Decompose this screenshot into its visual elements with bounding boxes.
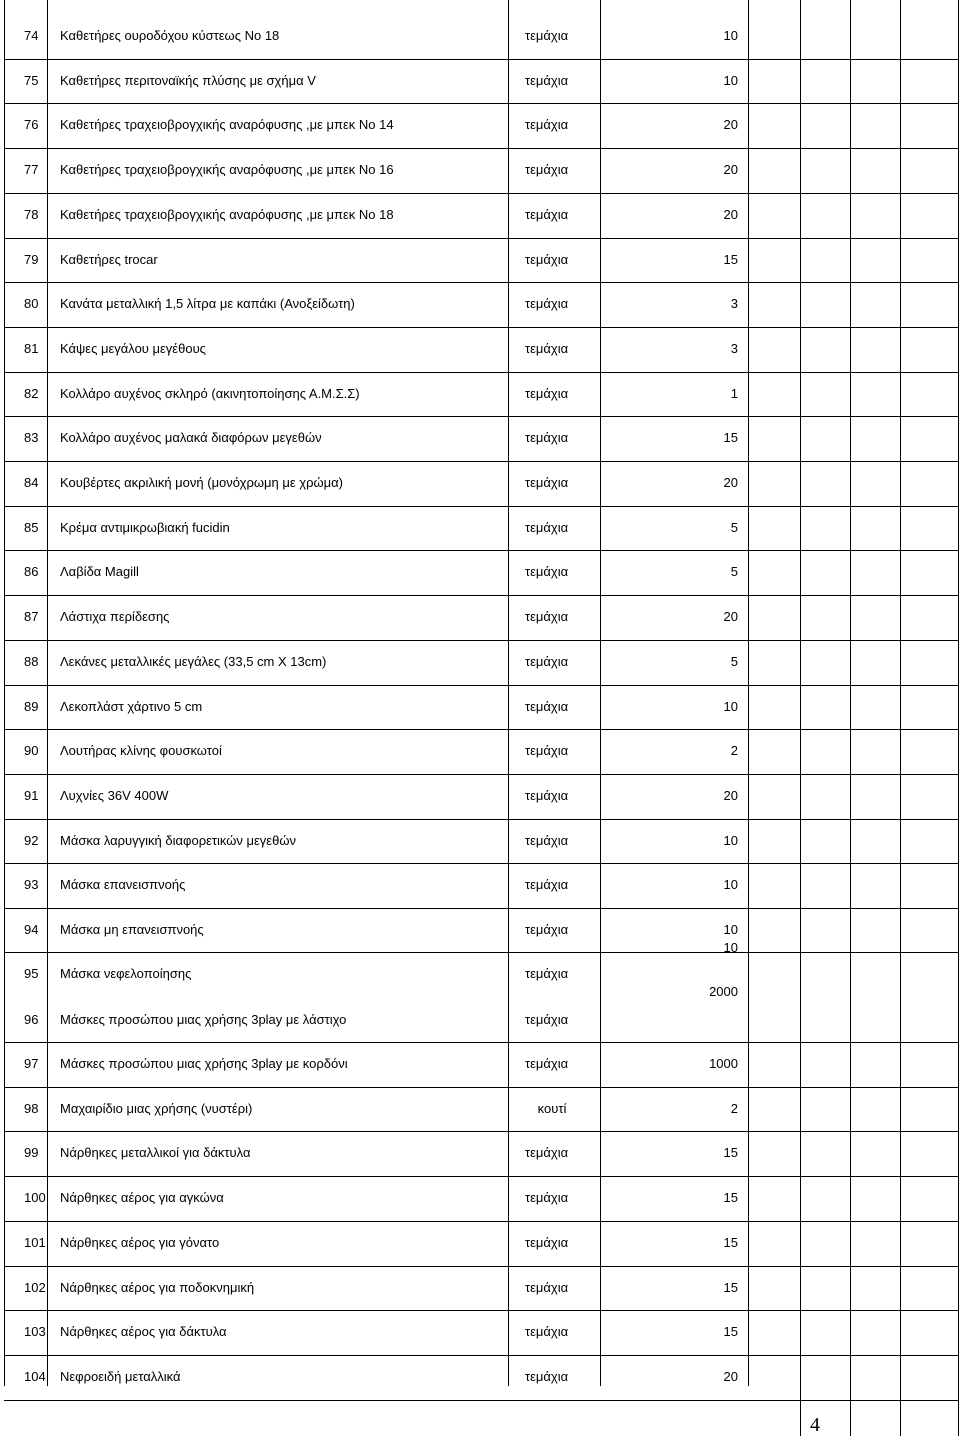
item-unit: τεμάχια <box>525 207 569 222</box>
item-number: 103 <box>24 1324 46 1339</box>
row-divider <box>4 1310 959 1311</box>
column-divider <box>4 0 5 1386</box>
row-divider <box>4 640 959 641</box>
item-number: 75 <box>24 73 39 88</box>
item-unit: τεμάχια <box>525 162 569 177</box>
row-divider <box>4 729 959 730</box>
item-quantity: 20 <box>723 609 738 624</box>
item-description: Νάρθηκες αέρος για αγκώνα <box>60 1190 224 1205</box>
item-unit: τεμάχια <box>525 117 569 132</box>
row-divider <box>4 416 959 417</box>
item-quantity: 3 <box>730 341 738 356</box>
item-unit: τεμάχια <box>525 252 569 267</box>
item-description: Μαχαιρίδιο μιας χρήσης (νυστέρι) <box>60 1101 253 1116</box>
item-number: 77 <box>24 162 39 177</box>
item-number: 82 <box>24 386 39 401</box>
row-divider <box>4 595 959 596</box>
item-quantity: 10 <box>723 73 738 88</box>
item-number: 86 <box>24 564 39 579</box>
item-number: 89 <box>24 699 39 714</box>
item-unit: τεμάχια <box>525 833 569 848</box>
row-divider <box>4 461 959 462</box>
row-divider <box>4 59 959 60</box>
item-unit: τεμάχια <box>525 386 569 401</box>
item-quantity: 5 <box>730 654 738 669</box>
item-unit: τεμάχια <box>525 609 569 624</box>
item-unit: τεμάχια <box>525 877 569 892</box>
item-unit: τεμάχια <box>525 475 569 490</box>
item-quantity: 15 <box>723 1235 738 1250</box>
item-number: 78 <box>24 207 39 222</box>
item-description: Κολλάρο αυχένος σκληρό (ακινητοποίησης Α.Μ.Σ.Σ) <box>60 386 360 401</box>
item-unit: τεμάχια <box>525 1235 569 1250</box>
item-number: 84 <box>24 475 39 490</box>
column-divider <box>600 0 601 1386</box>
item-unit: τεμάχια <box>525 743 569 758</box>
item-unit: τεμάχια <box>525 699 569 714</box>
column-divider <box>748 0 749 1386</box>
item-unit: τεμάχια <box>525 1190 569 1205</box>
column-divider <box>47 0 48 1386</box>
item-unit: τεμάχια <box>525 73 569 88</box>
item-quantity: 10 <box>723 833 738 848</box>
item-description: Μάσκα νεφελοποίησης <box>60 966 192 981</box>
item-description: Καθετήρες περιτοναϊκής πλύσης με σχήμα V <box>60 73 316 88</box>
item-unit: τεμάχια <box>525 564 569 579</box>
row-divider <box>4 1400 959 1401</box>
row-divider <box>4 1176 959 1177</box>
item-number: 98 <box>24 1101 39 1116</box>
item-number: 91 <box>24 788 39 803</box>
item-quantity: 10 <box>723 28 738 43</box>
item-unit: κουτί <box>537 1101 567 1116</box>
item-quantity: 3 <box>730 296 738 311</box>
item-quantity: 5 <box>730 564 738 579</box>
item-unit: τεμάχια <box>525 1056 569 1071</box>
row-divider <box>4 148 959 149</box>
row-divider <box>4 1221 959 1222</box>
item-description: Καθετήρες τραχειοβρογχικής αναρόφυσης ,με μπεκ Νο 16 <box>60 162 394 177</box>
item-number: 102 <box>24 1280 46 1295</box>
item-quantity: 20 <box>723 788 738 803</box>
item-number: 83 <box>24 430 39 445</box>
row-divider <box>4 1355 959 1356</box>
row-divider <box>4 372 959 373</box>
item-number: 79 <box>24 252 39 267</box>
item-description: Καθετήρες ουροδόχου κύστεως Νο 18 <box>60 28 280 43</box>
item-quantity: 20 <box>723 162 738 177</box>
item-description: Μάσκες προσώπου μιας χρήσης 3play με κορδόνι <box>60 1056 348 1071</box>
item-number: 104 <box>24 1369 46 1384</box>
item-unit: τεμάχια <box>525 922 569 937</box>
item-quantity: 10 <box>723 940 738 955</box>
row-divider <box>4 1042 959 1043</box>
item-unit: τεμάχια <box>525 520 569 535</box>
item-unit: τεμάχια <box>525 296 569 311</box>
item-number: 95 <box>24 966 39 981</box>
item-unit: τεμάχια <box>525 28 569 43</box>
item-quantity: 10 <box>723 877 738 892</box>
item-quantity: 20 <box>723 1369 738 1384</box>
item-description: Μάσκα μη επανεισπνοής <box>60 922 204 937</box>
item-quantity: 2 <box>730 1101 738 1116</box>
item-quantity: 15 <box>723 1190 738 1205</box>
item-unit: τεμάχια <box>525 788 569 803</box>
item-quantity: 1000 <box>709 1056 738 1071</box>
item-number: 80 <box>24 296 39 311</box>
row-divider <box>4 103 959 104</box>
item-description: Λαβίδα Magill <box>60 564 139 579</box>
item-description: Λυχνίες 36V 400W <box>60 788 169 803</box>
item-unit: τεμάχια <box>525 1145 569 1160</box>
row-divider <box>4 506 959 507</box>
item-quantity: 15 <box>723 1324 738 1339</box>
item-description: Καθετήρες τραχειοβρογχικής αναρόφυσης ,με μπεκ Νο 14 <box>60 117 394 132</box>
item-number: 99 <box>24 1145 39 1160</box>
item-number: 94 <box>24 922 39 937</box>
item-description: Λάστιχα περίδεσης <box>60 609 170 624</box>
item-quantity: 1 <box>730 386 738 401</box>
row-divider <box>4 238 959 239</box>
row-divider <box>4 327 959 328</box>
row-divider <box>4 1087 959 1088</box>
row-divider <box>4 952 959 953</box>
item-description: Καθετήρες trocar <box>60 252 158 267</box>
item-description: Μάσκα λαρυγγική διαφορετικών μεγεθών <box>60 833 296 848</box>
row-divider <box>4 1131 959 1132</box>
item-description: Μάσκες προσώπου μιας χρήσης 3play με λάστιχο <box>60 1012 347 1027</box>
item-unit: τεμάχια <box>525 966 569 981</box>
item-number: 90 <box>24 743 39 758</box>
item-number: 81 <box>24 341 39 356</box>
item-description: Νάρθηκες μεταλλικοί για δάκτυλα <box>60 1145 251 1160</box>
item-quantity: 10 <box>723 699 738 714</box>
item-unit: τεμάχια <box>525 654 569 669</box>
item-unit: τεμάχια <box>525 1369 569 1384</box>
item-unit: τεμάχια <box>525 341 569 356</box>
item-number: 87 <box>24 609 39 624</box>
item-description: Νάρθηκες αέρος για γόνατο <box>60 1235 220 1250</box>
item-description: Μάσκα επανεισπνοής <box>60 877 186 892</box>
row-divider <box>4 819 959 820</box>
item-quantity: 15 <box>723 1280 738 1295</box>
item-quantity: 20 <box>723 117 738 132</box>
item-description: Λεκάνες μεταλλικές μεγάλες (33,5 cm X 13cm) <box>60 654 327 669</box>
item-quantity: 20 <box>723 475 738 490</box>
item-quantity: 15 <box>723 1145 738 1160</box>
row-divider <box>4 1266 959 1267</box>
item-number: 76 <box>24 117 39 132</box>
item-description: Κανάτα μεταλλική 1,5 λίτρα με καπάκι (Ανοξείδωτη) <box>60 296 355 311</box>
row-divider <box>4 863 959 864</box>
item-description: Νάρθηκες αέρος για δάκτυλα <box>60 1324 227 1339</box>
item-quantity: 2 <box>730 743 738 758</box>
item-description: Καθετήρες τραχειοβρογχικής αναρόφυσης ,με μπεκ Νο 18 <box>60 207 394 222</box>
item-description: Κρέμα αντιμικρωβιακή fucidin <box>60 520 230 535</box>
item-description: Κολλάρο αυχένος μαλακά διαφόρων μεγεθών <box>60 430 322 445</box>
page-number: 4 <box>810 1414 820 1436</box>
item-quantity: 15 <box>723 430 738 445</box>
row-divider <box>4 193 959 194</box>
item-unit: τεμάχια <box>525 430 569 445</box>
row-divider <box>4 908 959 909</box>
item-number: 97 <box>24 1056 39 1071</box>
item-number: 85 <box>24 520 39 535</box>
item-number: 101 <box>24 1235 46 1250</box>
row-divider <box>4 282 959 283</box>
item-quantity: 15 <box>723 252 738 267</box>
item-number: 92 <box>24 833 39 848</box>
item-number: 96 <box>24 1012 39 1027</box>
item-quantity: 20 <box>723 207 738 222</box>
item-number: 74 <box>24 28 39 43</box>
row-divider <box>4 550 959 551</box>
row-divider <box>4 774 959 775</box>
item-number: 100 <box>24 1190 46 1205</box>
item-description: Κουβέρτες ακριλική μονή (μονόχρωμη με χρώμα) <box>60 475 343 490</box>
item-unit: τεμάχια <box>525 1324 569 1339</box>
item-description: Νεφροειδή μεταλλικά <box>60 1369 181 1384</box>
item-description: Κάψες μεγάλου μεγέθους <box>60 341 206 356</box>
item-description: Λεκοπλάστ χάρτινο 5 cm <box>60 699 203 714</box>
item-description: Νάρθηκες αέρος για ποδοκνημική <box>60 1280 255 1295</box>
column-divider <box>508 0 509 1386</box>
row-divider <box>4 685 959 686</box>
item-unit: τεμάχια <box>525 1280 569 1295</box>
item-unit: τεμάχια <box>525 1012 569 1027</box>
item-quantity: 2000 <box>709 984 738 999</box>
item-description: Λουτήρας κλίνης φουσκωτοί <box>60 743 222 758</box>
item-quantity: 5 <box>730 520 738 535</box>
item-number: 93 <box>24 877 39 892</box>
item-quantity: 10 <box>723 922 738 937</box>
item-number: 88 <box>24 654 39 669</box>
